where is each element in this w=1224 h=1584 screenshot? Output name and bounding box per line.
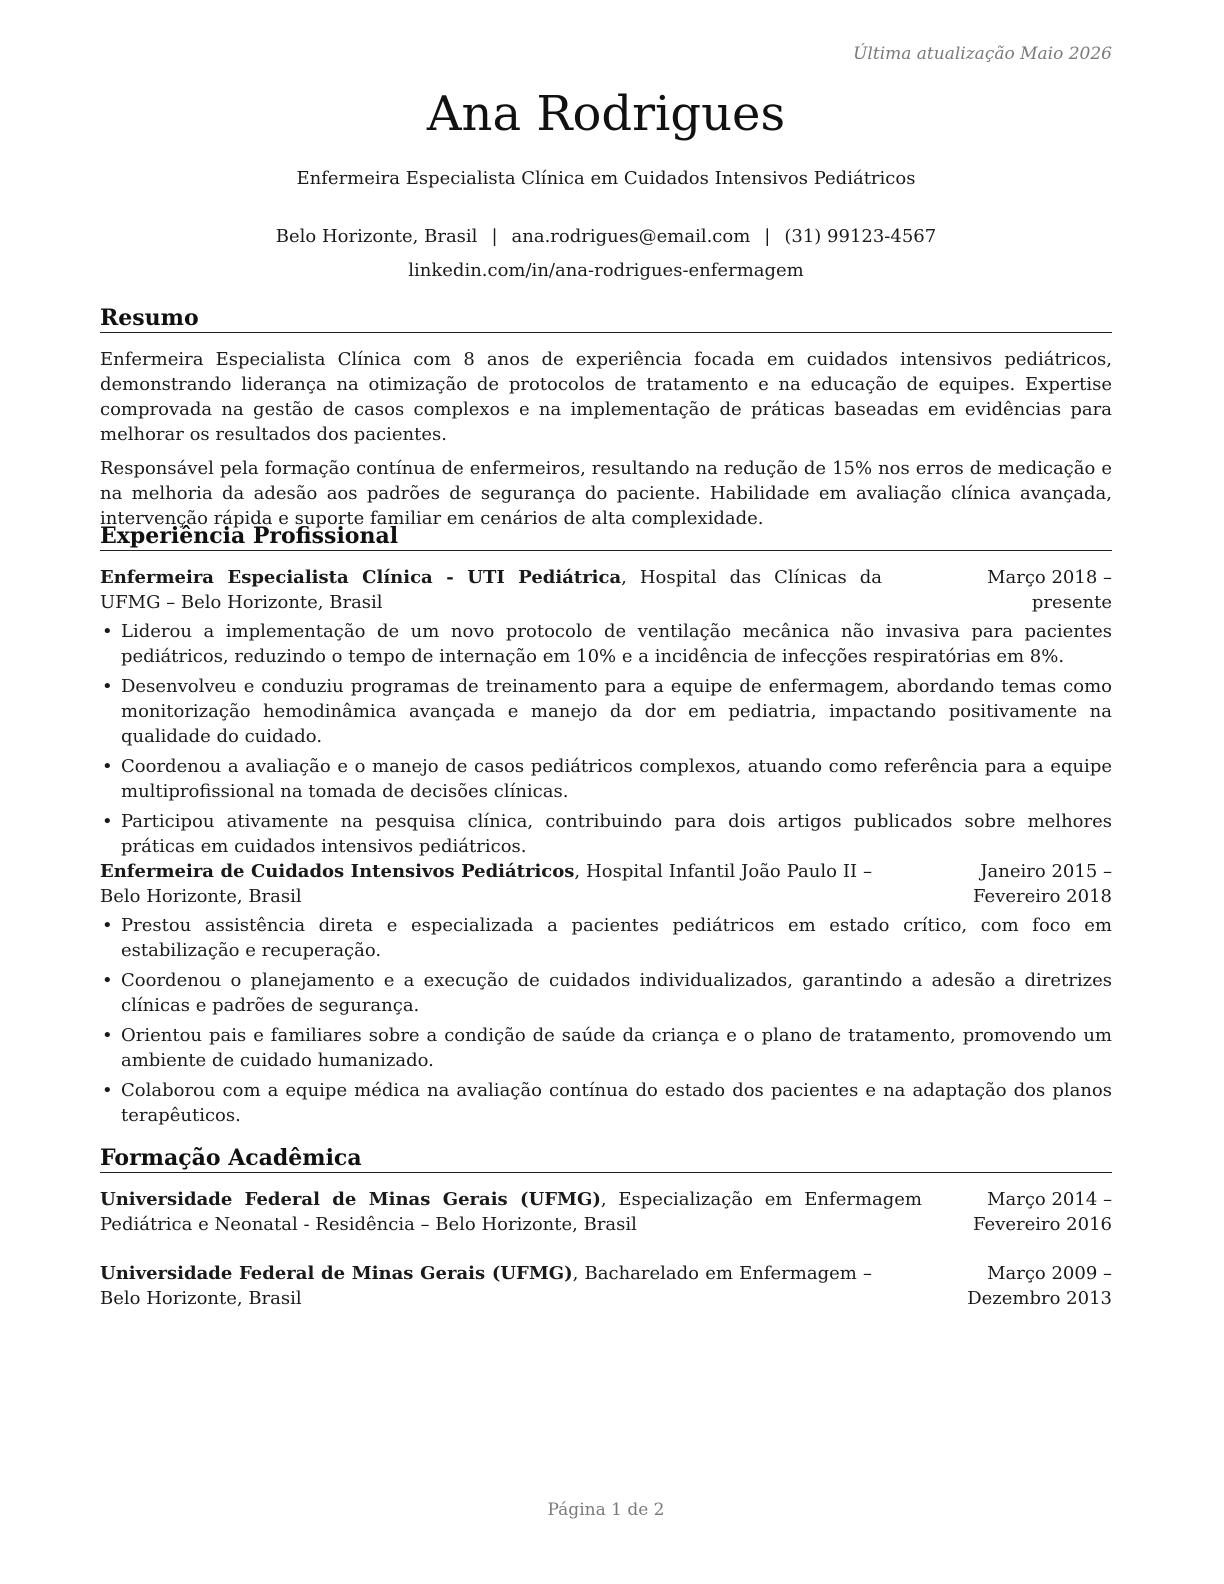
contact-separator: | <box>764 226 771 247</box>
experience-entry <box>100 565 1112 864</box>
summary-paragraph: Enfermeira Especialista Clínica com 8 anos de experiência focada em cuidados intensivos pediátricos, demonstrando liderança na otimização de protocolos de tratamento e na educação de equipes. Expertise comprovada na gestão de casos complexos e na implementação de práticas baseadas em evidências para melhorar os resultados dos pacientes. <box>100 349 1112 445</box>
candidate-headline: Enfermeira Especialista Clínica em Cuidados Intensivos Pediátricos <box>296 168 916 189</box>
entry-header <box>100 565 1112 615</box>
job-dates: Janeiro 2015 – Fevereiro 2018 <box>973 861 1112 907</box>
entry-header <box>100 859 1112 909</box>
degree: , Bacharelado em Enfermagem – Belo Horizonte, Brasil <box>100 1263 872 1309</box>
employer: , Hospital das Clínicas da UFMG – Belo Horizonte, Brasil <box>100 567 883 613</box>
entry-header <box>100 1187 1112 1237</box>
job-dates: Março 2018 – presente <box>987 567 1112 613</box>
linkedin-link[interactable]: linkedin.com/in/ana-rodrigues-enfermagem <box>408 260 804 281</box>
contact-info <box>100 220 1112 288</box>
education-entry <box>100 1261 1112 1311</box>
education-entry <box>100 1187 1112 1237</box>
email-link[interactable]: ana.rodrigues@email.com <box>511 226 751 247</box>
job-bullets <box>100 619 1112 859</box>
summary-paragraph: Responsável pela formação contínua de enfermeiros, resultando na redução de 15% nos erros de medicação e na melhoria da adesão aos padrões de segurança do paciente. Habilidade em avaliação clínica avançada, intervenção rápida e suporte familiar em cenários de alta complexidade. <box>100 458 1112 529</box>
list-item: • Colaborou com a equipe médica na avaliação contínua do estado dos pacientes e na adaptação dos planos terapêuticos. <box>100 1078 1112 1128</box>
section-title-summary: Resumo <box>100 305 1112 333</box>
job-bullets <box>100 913 1112 1128</box>
degree: , Especialização em Enfermagem Pediátrica e Neonatal - Residência – Belo Horizonte, Brasil <box>100 1189 922 1235</box>
experience-entry <box>100 859 1112 1133</box>
summary-section <box>100 347 1112 531</box>
school-name: Universidade Federal de Minas Gerais (UFMG) <box>100 1263 573 1284</box>
school-name: Universidade Federal de Minas Gerais (UFMG) <box>100 1189 601 1210</box>
phone-number: (31) 99123-4567 <box>784 226 937 247</box>
contact-line-1 <box>100 220 1112 254</box>
education-dates: Março 2009 – Dezembro 2013 <box>967 1263 1112 1309</box>
page-number: Página 1 de 2 <box>547 1500 665 1520</box>
contact-separator: | <box>491 226 498 247</box>
list-item: • Orientou pais e familiares sobre a condição de saúde da criança e o plano de tratamento, promovendo um ambiente de cuidado humanizado. <box>100 1023 1112 1073</box>
employer: , Hospital Infantil João Paulo II – Belo Horizonte, Brasil <box>100 861 872 907</box>
list-item: • Coordenou a avaliação e o manejo de casos pediátricos complexos, atuando como referência para a equipe multiprofissional na tomada de decisões clínicas. <box>100 754 1112 804</box>
list-item: • Liderou a implementação de um novo protocolo de ventilação mecânica não invasiva para pacientes pediátricos, reduzindo o tempo de internação em 10% e a incidência de infecções respiratórias em 8%. <box>100 619 1112 669</box>
candidate-name: Ana Rodrigues <box>426 86 786 142</box>
job-title: Enfermeira Especialista Clínica - UTI Pediátrica <box>100 567 622 588</box>
entry-header <box>100 1261 1112 1311</box>
section-title-experience: Experiência Profissional <box>100 523 1112 551</box>
location: Belo Horizonte, Brasil <box>275 226 478 247</box>
section-title-education: Formação Acadêmica <box>100 1145 1112 1173</box>
education-dates: Março 2014 – Fevereiro 2016 <box>973 1189 1112 1235</box>
list-item: • Prestou assistência direta e especializada a pacientes pediátricos em estado crítico, com foco em estabilização e recuperação. <box>100 913 1112 963</box>
list-item: • Desenvolveu e conduziu programas de treinamento para a equipe de enfermagem, abordando temas como monitorização hemodinâmica avançada e manejo da dor em pediatria, impactando positivamente na qualidade do cuidado. <box>100 674 1112 749</box>
job-title: Enfermeira de Cuidados Intensivos Pediátricos <box>100 861 575 882</box>
list-item: • Participou ativamente na pesquisa clínica, contribuindo para dois artigos publicados sobre melhores práticas em cuidados intensivos pediátricos. <box>100 809 1112 859</box>
last-updated: Última atualização Maio 2026 <box>853 44 1112 64</box>
list-item: • Coordenou o planejamento e a execução de cuidados individualizados, garantindo a adesão a diretrizes clínicas e padrões de segurança. <box>100 968 1112 1018</box>
